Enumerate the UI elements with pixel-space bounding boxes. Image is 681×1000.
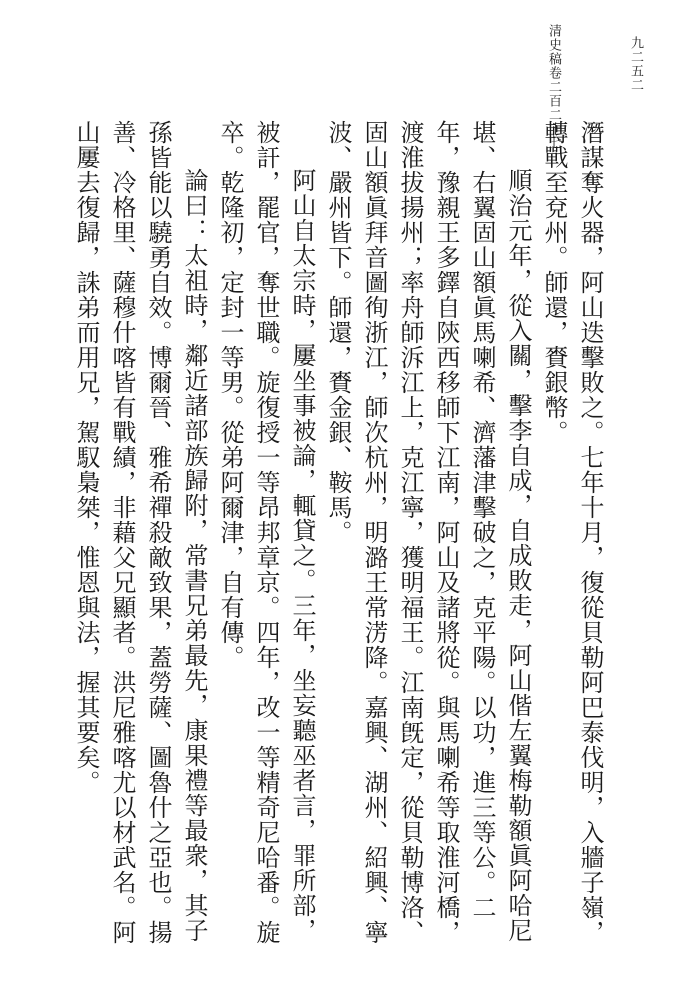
text-body (72, 120, 608, 960)
page-number: 九二五二 (628, 36, 643, 92)
book-title: 清史稿卷二百二十七 (546, 24, 561, 150)
paragraph: 阿山自太宗時，屢坐事被論，輒貸之。三年，坐妄聽巫者言，罪所部，被訐，罷官，奪世職。旋復授一等昂邦章京。四年，改一等精奇尼哈番。旋卒。乾隆初，定封一等男。從弟阿爾津，自有傳。 (216, 120, 316, 945)
paragraph: 順治元年，從入關，擊李自成，自成敗走，阿山偕左翼梅勒額眞阿哈尼堪、右翼固山額眞馬喇希、濟藩津擊破之，克平陽。以功，進三等公。二年，豫親王多鐸自陝西移師下江南，阿山及諸將從。與馬喇希等取淮河橋，渡淮拔揚州；率舟師泝江上，克江寧，獲明福王。江南旣定，從貝勒博洛、固山額眞拜音圖徇浙江，師次杭州，明潞王常淓降。嘉興、湖州、紹興、寧波、嚴州皆下。師還，賚金銀、鞍馬。 (324, 120, 532, 945)
paragraph: 潛謀奪火器，阿山迭擊敗之。七年十月，復從貝勒阿巴泰伐明，入牆子嶺，轉戰至兗州。師還，賚銀幣。 (540, 120, 604, 945)
paragraph: 論曰：太祖時，鄰近諸部族歸附，常書兄弟最先，康果禮等最衆，其子孫皆能以驍勇自效。博爾晉、雅希禪殺敵致果，蓋勞薩、圖魯什之亞也。揚善、冷格里、薩穆什喀皆有戰績，非藉父兄顯者。洪尼雅喀尤以材武名。阿山屢去復歸，誅弟而用兄，駕馭梟桀，惟恩與法，握其要矣。 (72, 120, 208, 945)
